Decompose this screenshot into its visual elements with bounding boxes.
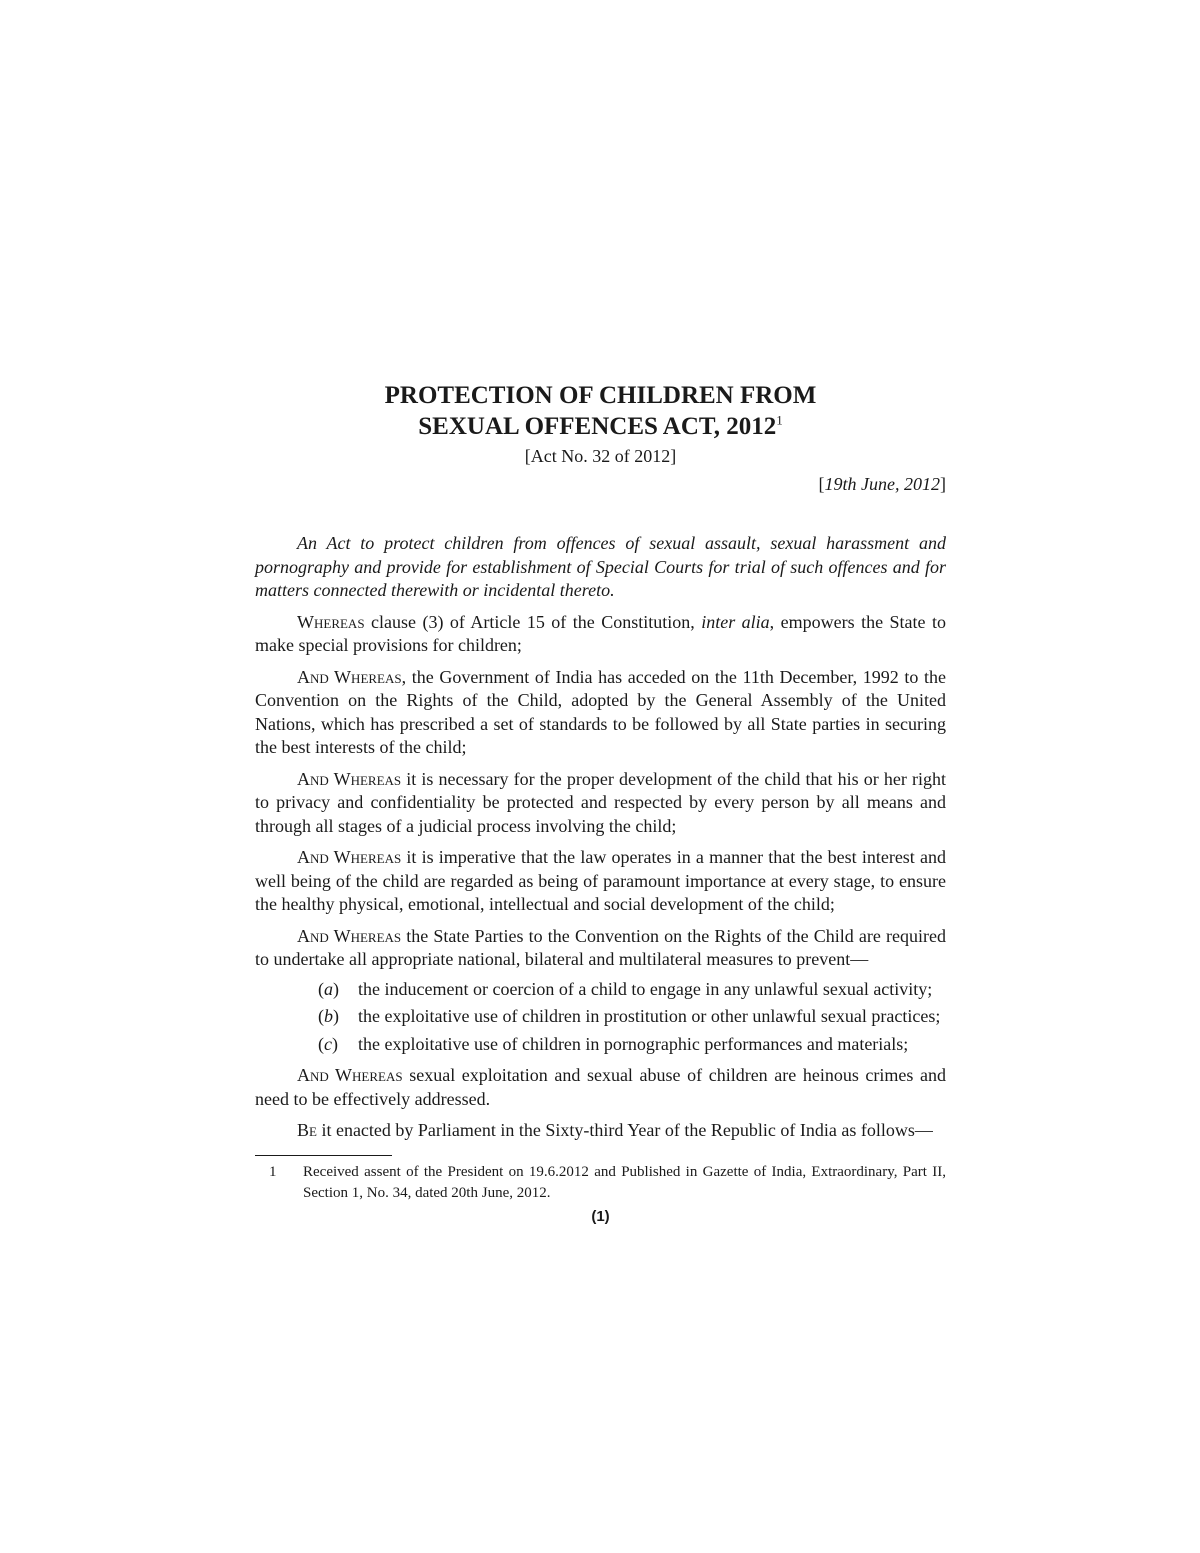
act-title-line-1: PROTECTION OF CHILDREN FROM [384,382,817,409]
footnote-number: 1 [269,1163,277,1180]
page-number: (1) [591,1207,610,1225]
clause-text: the exploitative use of children in pornographic performances and materials; [358,1033,909,1054]
act-title [255,380,946,442]
recital-text-a: clause (3) of Article 15 of the Constitution, [364,611,702,632]
recital-article-15 [255,611,946,658]
recital-text: it is necessary for the proper development of the child that his or her right to privacy and confidentiality be protected and respected by every person by all means and through all stages of a judicial process involving the child; [255,768,947,836]
clause-text: the exploitative use of children in prostitution or other unlawful sexual practices; [358,1006,941,1026]
recital-state-parties [255,925,946,972]
recital-lead: And Whereas [297,768,402,789]
recital-lead: And Whereas [297,925,402,946]
recital-un-convention [255,666,946,760]
clause-open-paren: ( [318,978,324,999]
title-footnote-ref[interactable]: 1 [776,412,783,428]
recital-italic: inter alia [701,611,770,632]
clause-letter: b [324,1006,333,1026]
recital-lead: And Whereas [297,1065,403,1085]
recital-lead: And Whereas [297,666,402,687]
enacting-text: it enacted by Parliament in the Sixty-third Year of the Republic of India as follows— [316,1120,933,1140]
clause-open-paren: ( [318,1033,324,1054]
act-title-line-2: SEXUAL OFFENCES ACT, 2012 [418,413,777,440]
list-item [255,1033,946,1057]
clause-close-paren: ) [333,1006,339,1026]
recital-lead: Whereas [297,611,365,632]
recital-text-b: , empowers the State to make special provisions for children; [255,611,946,655]
recital-lead: And Whereas [297,847,402,867]
list-item [255,978,946,1002]
long-title-preamble: An Act to protect children from offences of sexual assault, sexual harassment and pornography and provide for establishment of Special Courts for trial of such offences and for matters connected therewith or incidental thereto. [255,533,946,600]
clause-letter: a [324,978,333,999]
clause-close-paren: ) [333,978,339,999]
recital-text: it is imperative that the law operates in a manner that the best interest and well being of the child are regarded as being of paramount importance at every stage, to ensure the healthy physical, emotional, intellectual and social development of the child; [255,847,946,914]
recital-text: sexual exploitation and sexual abuse of children are heinous crimes and need to be effectively addressed. [255,1065,946,1109]
date-text: 19th June, 2012 [824,474,940,494]
date-open-bracket: [ [818,474,825,494]
clause-marker [318,1005,358,1029]
clause-close-paren: ) [332,1033,338,1054]
enacting-clause [255,1119,946,1143]
enactment-date [255,472,946,496]
recital-exploitation [255,1064,946,1111]
recital-best-interest [255,846,946,917]
recital-text: the State Parties to the Convention on the Rights of the Child are required to undertake all appropriate national, bilateral and multilateral measures to prevent— [255,925,946,969]
clause-letter: c [324,1033,332,1054]
act-number: [Act No. 32 of 2012] [524,446,677,466]
measures-list [255,978,946,1057]
recital-privacy [255,768,946,839]
footnote-text: Received assent of the President on 19.6.2012 and Published in Gazette of India, Extraordinary, Part II, Section 1, No. 34, dated 20th June, 2012. [303,1163,946,1201]
recital-text: , the Government of India has acceded on the 11th December, 1992 to the Convention on the Rights of the Child, adopted by the General Assembly of the United Nations, which has prescribed a set of standards to be followed by all State parties in securing the best interests of the child; [255,666,947,757]
clause-text: the inducement or coercion of a child to engage in any unlawful sexual activity; [358,978,933,999]
document-page [255,380,946,1225]
clause-open-paren: ( [318,1006,324,1026]
clause-marker [318,1033,358,1057]
footnote-divider [255,1155,392,1156]
date-close-bracket: ] [940,474,946,494]
enacting-lead: Be [297,1120,317,1140]
clause-marker [318,978,358,1002]
footnote [255,1162,946,1204]
list-item [255,1005,946,1029]
